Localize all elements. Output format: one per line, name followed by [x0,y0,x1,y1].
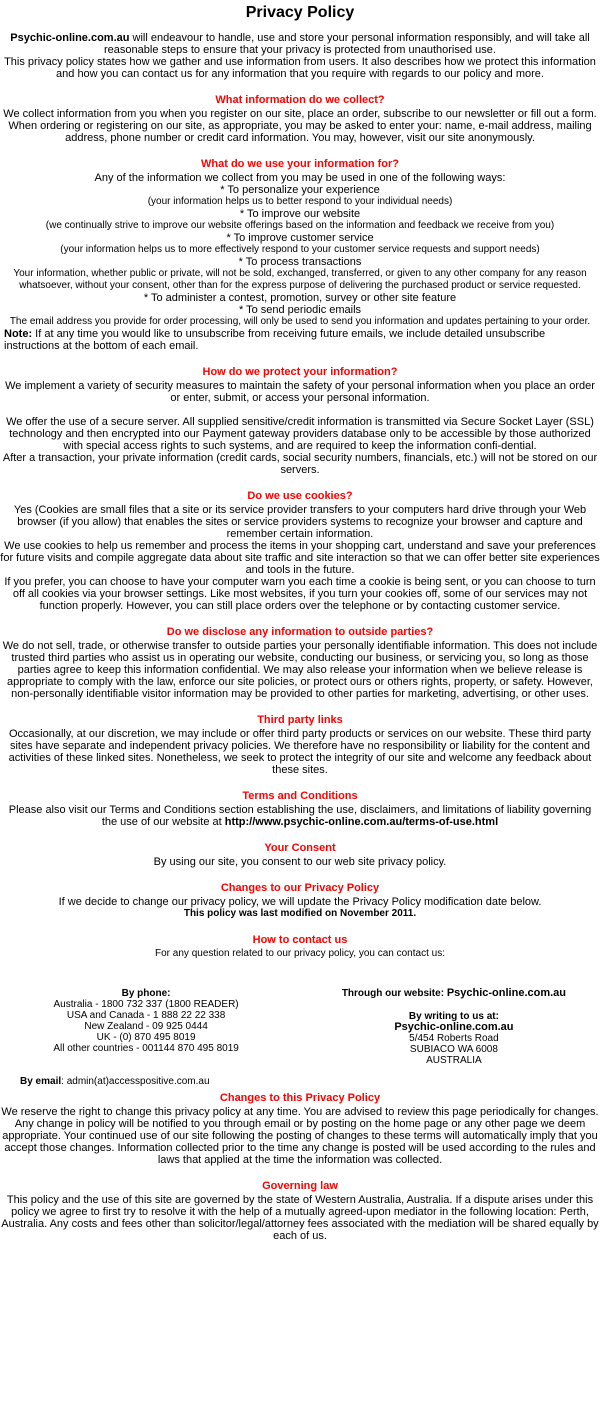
address-line: SUBIACO WA 6008 [409,1044,498,1055]
phone-line: New Zealand - 09 925 0444 [84,1021,208,1032]
contact-phone-column [4,988,288,1066]
protect-paragraph-2: We offer the use of a secure server. All supplied sensitive/credit information is transmitted via Secure Socket Layer (SSL) technology and then encrypted into our Payment gateway providers database only to be accessible by those authorized with special access rights to such systems, and are required to keep the information confi-dential. [6,416,594,452]
website-name[interactable]: Psychic-online.com.au [446,987,567,999]
consent-heading: Your Consent [264,842,336,854]
use-item-title: * To send periodic emails [238,304,362,316]
website-label: Through our website: [341,988,447,999]
writing-heading: By writing to us at: [408,1011,499,1022]
terms-url[interactable]: http://www.psychic-online.com.au/terms-of-use.html [224,816,499,828]
contact-methods [0,988,600,1066]
address-line: AUSTRALIA [426,1055,482,1066]
address-line: 5/454 Roberts Road [409,1033,499,1044]
protect-paragraph-1: We implement a variety of security measures to maintain the safety of your personal information when you place an order or enter, submit, or access your personal information. [5,380,595,404]
contact-heading: How to contact us [252,934,348,946]
use-item-desc: (your information helps us to better respond to your individual needs) [147,196,453,207]
use-section [0,158,600,352]
cookies-section [0,490,600,612]
last-modified: This policy was last modified on November 2011. [183,908,417,919]
changes-this-heading: Changes to this Privacy Policy [219,1092,381,1104]
phone-line: All other countries - 001144 870 495 8019 [53,1043,239,1054]
terms-heading: Terms and Conditions [242,790,358,802]
protect-heading: How do we protect your information? [202,366,398,378]
email-line [0,1076,600,1088]
cookies-paragraph-2: We use cookies to help us remember and process the items in your shopping cart, understand and save your preferences for future visits and compile aggregate data about site traffic and site interaction so that we can offer better site experiences and tools in the future. [0,540,600,576]
protect-section [0,366,600,476]
collect-paragraph-1: We collect information from you when you register on our site, place an order, subscribe to our newsletter or fill out a form. [3,108,597,120]
changes-this-paragraph: We reserve the right to change this privacy policy at any time. You are advised to review this page periodically for changes. Any change in policy will be notified to you through email or by posting on the home page or any other page we deem appropriate. Your continued use of our site following the posting of changes to these terms will automatically imply that you accept those changes. Information collected prior to the time any change is posted will be used according to the rules and laws that applied at the time the information was collected. [1,1106,599,1166]
disclose-paragraph: We do not sell, trade, or otherwise transfer to outside parties your personally identifiable information. This does not include trusted third parties who assist us in operating our website, conducting our business, or servicing you, so long as those parties agree to keep this information confidential. We may also release your information when we believe release is appropriate to comply with the law, enforce our site policies, or protect ours or others rights, property, or safety. However, non-personally identifiable visitor information may be provided to other parties for marketing, advertising, or other uses. [2,640,598,700]
use-item-title: * To process transactions [238,256,362,268]
use-item-title: * To improve our website [239,208,361,220]
law-paragraph: This policy and the use of this site are governed by the state of Western Australia, Australia. If a dispute arises under this policy we agree to first try to resolve it with the help of a mutually agreed-upon mediator in the following location: Perth, Australia. Any costs and fees other than solicitor/legal/attorney fees associated with the mediation will be shared equally by each of us. [1,1194,599,1242]
use-item-title: * To administer a contest, promotion, survey or other site feature [143,292,457,304]
site-name: Psychic-online.com.au [10,32,130,44]
writing-name: Psychic-online.com.au [394,1021,514,1033]
use-item-desc: (we continually strive to improve our website offerings based on the information and feedback we receive from you) [45,220,555,231]
use-item-desc: Your information, whether public or private, will not be sold, exchanged, transferred, or given to any other company for any reason whatsoever, without your consent, other than for the express purpose of delivering the purchased product or service requested. [13,268,587,291]
email-value: : admin(at)accesspositive.com.au [61,1076,210,1087]
third-party-heading: Third party links [257,714,343,726]
consent-section [0,842,600,868]
intro-section [0,32,600,80]
note-label: Note: [4,328,33,340]
third-party-section [0,714,600,776]
use-item-desc: (your information helps us to more effectively respond to your customer service requests and support needs) [60,244,540,255]
use-lead: Any of the information we collect from you may be used in one of the following ways: [94,172,506,184]
phone-line: USA and Canada - 1 888 22 22 338 [66,1010,226,1021]
email-label: By email [20,1076,62,1087]
privacy-policy-page [0,4,600,1242]
terms-section [0,790,600,828]
terms-paragraph: Please also visit our Terms and Conditions section establishing the use, disclaimers, and limitations of liability governing the use of our website at http://www.psychic-online.com.au/terms-of-use.html [8,804,592,828]
cookies-paragraph-1: Yes (Cookies are small files that a site or its service provider transfers to your computers hard drive through your Web browser (if you allow) that enables the sites or service providers systems to recognize your browser and capture and remember certain information. [13,504,587,540]
cookies-paragraph-3: If you prefer, you can choose to have your computer warn you each time a cookie is being sent, or you can choose to turn off all cookies via your browser settings. Like most websites, if you turn your cookies off, some of our services may not function properly. However, you can still place orders over the telephone or by contacting customer service. [4,576,596,612]
collect-section [0,94,600,144]
changes-paragraph: If we decide to change our privacy policy, we will update the Privacy Policy modification date below. [58,896,542,908]
phone-line: UK - (0) 870 495 8019 [96,1032,196,1043]
phone-line: Australia - 1800 732 337 (1800 READER) [53,999,239,1010]
intro-paragraph-1: Psychic-online.com.au will endeavour to handle, use and store your personal information responsibly, and will take all reasonable steps to ensure that your privacy is protected from unauthorised use. [10,32,590,56]
collect-heading: What information do we collect? [215,94,385,106]
law-section [0,1180,600,1242]
cookies-heading: Do we use cookies? [247,490,353,502]
contact-mail-column [312,988,596,1066]
changes-section [0,882,600,920]
protect-paragraph-3: After a transaction, your private information (credit cards, social security numbers, financials, etc.) will not be stored on our servers. [2,452,598,476]
page-title: Privacy Policy [245,4,355,21]
disclose-heading: Do we disclose any information to outside parties? [166,626,434,638]
third-party-paragraph: Occasionally, at our discretion, we may include or offer third party products or services on our website. These third party sites have separate and independent privacy policies. We therefore have no responsibility or liability for the content and activities of these linked sites. Nonetheless, we seek to protect the integrity of our site and welcome any feedback about these sites. [8,728,592,776]
intro-paragraph-2: This privacy policy states how we gather and use information from users. It also describes how we protect this information and how you can contact us for any information that you require with regards to our policy and more. [4,56,596,80]
contact-lead: For any question related to our privacy policy, you can contact us: [155,948,445,959]
use-item-desc: The email address you provide for order processing, will only be used to send you information and updates pertaining to your order. [9,316,591,327]
consent-paragraph: By using our site, you consent to our web site privacy policy. [153,856,447,868]
changes-this-section [0,1092,600,1166]
unsubscribe-note: Note: If at any time you would like to unsubscribe from receiving future emails, we include detailed unsubscribe instructions at the bottom of each email. [4,328,546,352]
phone-heading: By phone: [121,988,171,999]
changes-heading: Changes to our Privacy Policy [220,882,380,894]
disclose-section [0,626,600,700]
law-heading: Governing law [262,1180,338,1192]
website-line [312,988,596,999]
contact-section [0,934,600,1088]
use-item-title: * To improve customer service [226,232,374,244]
use-heading: What do we use your information for? [201,158,399,170]
use-item-title: * To personalize your experience [220,184,380,196]
collect-paragraph-2: When ordering or registering on our site, as appropriate, you may be asked to enter your: name, e-mail address, mailing address, phone number or credit card information. You may, however, visit our site anonymously. [8,120,592,144]
